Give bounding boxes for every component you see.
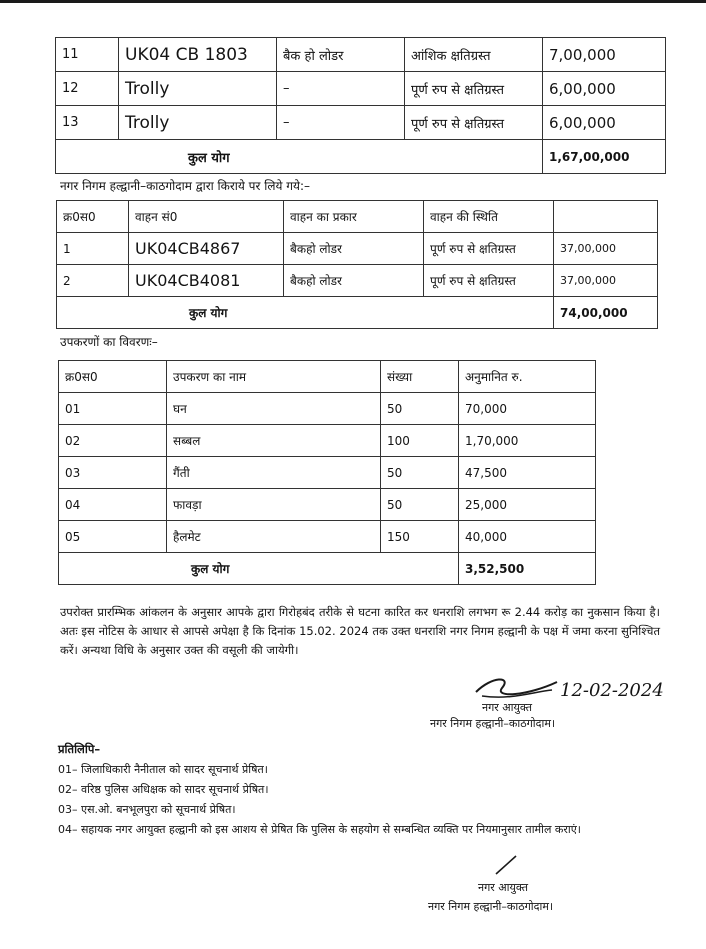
name-cell: घन: [167, 393, 381, 425]
total-row: [57, 297, 658, 329]
qty-cell: 100: [381, 425, 459, 457]
header-amount: [554, 201, 658, 233]
notice-paragraph: उपरोक्त प्रारम्भिक आंकलन के अनुसार आपके द्वारा गिरोहबंद तरीके से घटना कारित कर धनराशि लगभग रू 2.44 करोड़ का नुकसान किया है। अतः इस नोटिस के आधार से आपसे अपेक्षा है कि दिनांक 15.02. 2024 तक उक्त धनराशि नगर निगम हल्द्वानी के पक्ष में जमा करना सुनिश्चित करें। अन्यथा विधि के अनुसार उक्त की वसूली की जायेगी।: [60, 605, 660, 657]
table-row: [59, 457, 596, 489]
qty-cell: 50: [381, 457, 459, 489]
qty-cell: 50: [381, 489, 459, 521]
vehicle-cell: UK04 CB 1803: [119, 38, 277, 72]
amount-cell: 6,00,000: [543, 72, 666, 106]
copy-heading: प्रतिलिपि–: [58, 742, 101, 756]
table-row: [56, 106, 666, 140]
amount-cell: 7,00,000: [543, 38, 666, 72]
serial-cell: 2: [57, 265, 129, 297]
status-cell: पूर्ण रुप से क्षतिग्रस्त: [405, 72, 543, 106]
total-row: [59, 553, 596, 585]
est-cell: 40,000: [459, 521, 596, 553]
header-status: वाहन की स्थिति: [424, 201, 554, 233]
name-cell: फावड़ा: [167, 489, 381, 521]
total-label: कुल योग: [56, 140, 543, 174]
amount-cell: 37,00,000: [554, 233, 658, 265]
table-row: [59, 425, 596, 457]
qty-cell: 50: [381, 393, 459, 425]
header-sno: क्र0स0: [57, 201, 129, 233]
copy-line-2: 02– वरिष्ठ पुलिस अधिक्षक को सादर सूचनार्थ प्रेषित।: [58, 783, 269, 796]
total-amount: 3,52,500: [459, 553, 596, 585]
est-cell: 1,70,000: [459, 425, 596, 457]
header-row: [57, 201, 658, 233]
serial-cell: 04: [59, 489, 167, 521]
total-amount: 1,67,00,000: [543, 140, 666, 174]
total-row: [56, 140, 666, 174]
initial-mark: [494, 852, 520, 876]
type-cell: –: [277, 106, 405, 140]
name-cell: हैलमेट: [167, 521, 381, 553]
vehicle-cell: Trolly: [119, 72, 277, 106]
table-row: [57, 265, 658, 297]
hired-vehicles-heading: नगर निगम हल्द्वानी–काठगोदाम द्वारा किराये पर लिये गये:–: [60, 179, 310, 193]
status-cell: पूर्ण रुप से क्षतिग्रस्त: [424, 265, 554, 297]
copy-line-1: 01– जिलाधिकारी नैनीताल को सादर सूचनार्थ प्रेषित।: [58, 763, 268, 776]
serial-cell: 05: [59, 521, 167, 553]
page-top-edge: [0, 0, 706, 3]
table-row: [59, 521, 596, 553]
amount-cell: 37,00,000: [554, 265, 658, 297]
type-cell: बैकहो लोडर: [284, 233, 424, 265]
header-qty: संख्या: [381, 361, 459, 393]
header-vehicle: वाहन सं0: [129, 201, 284, 233]
table-row: [56, 72, 666, 106]
status-cell: आंशिक क्षतिग्रस्त: [405, 38, 543, 72]
total-label: कुल योग: [57, 297, 554, 329]
serial-cell: 02: [59, 425, 167, 457]
header-est: अनुमानित रु.: [459, 361, 596, 393]
table-row: [59, 489, 596, 521]
type-cell: बैकहो लोडर: [284, 265, 424, 297]
copy-line-3: 03– एस.ओ. बनभूलपुरा को सूचनार्थ प्रेषित।: [58, 803, 236, 816]
header-row: [59, 361, 596, 393]
est-cell: 25,000: [459, 489, 596, 521]
status-cell: पूर्ण रुप से क्षतिग्रस्त: [405, 106, 543, 140]
vehicle-cell: UK04CB4081: [129, 265, 284, 297]
header-sno: क्र0स0: [59, 361, 167, 393]
signature2-office: नगर निगम हल्द्वानी–काठगोदाम।: [428, 900, 554, 913]
est-cell: 47,500: [459, 457, 596, 489]
qty-cell: 150: [381, 521, 459, 553]
serial-cell: 11: [56, 38, 119, 72]
equipment-heading: उपकरणों का विवरणः–: [60, 335, 158, 349]
amount-cell: 6,00,000: [543, 106, 666, 140]
signature-designation: नगर आयुक्त: [482, 701, 533, 714]
signature-office: नगर निगम हल्द्वानी–काठगोदाम।: [430, 717, 556, 730]
table-row: [56, 38, 666, 72]
serial-cell: 03: [59, 457, 167, 489]
type-cell: –: [277, 72, 405, 106]
status-cell: पूर्ण रुप से क्षतिग्रस्त: [424, 233, 554, 265]
signature2-designation: नगर आयुक्त: [478, 881, 529, 894]
serial-cell: 12: [56, 72, 119, 106]
serial-cell: 1: [57, 233, 129, 265]
serial-cell: 13: [56, 106, 119, 140]
serial-cell: 01: [59, 393, 167, 425]
copy-line-4: 04– सहायक नगर आयुक्त हल्द्वानी को इस आशय से प्रेषित कि पुलिस के सहयोग से सम्बन्धित व्यक्ति पर नियमानुसार तामील कराएं।: [58, 823, 581, 836]
total-label: कुल योग: [59, 553, 459, 585]
owned-vehicles-table: [55, 37, 666, 174]
header-type: वाहन का प्रकार: [284, 201, 424, 233]
hired-vehicles-table: [56, 200, 658, 329]
total-amount: 74,00,000: [554, 297, 658, 329]
name-cell: गैंती: [167, 457, 381, 489]
signature-scrawl: [472, 672, 562, 702]
name-cell: सब्बल: [167, 425, 381, 457]
table-row: [57, 233, 658, 265]
vehicle-cell: Trolly: [119, 106, 277, 140]
equipment-table: [58, 360, 596, 585]
header-name: उपकरण का नाम: [167, 361, 381, 393]
type-cell: बैक हो लोडर: [277, 38, 405, 72]
vehicle-cell: UK04CB4867: [129, 233, 284, 265]
table-row: [59, 393, 596, 425]
est-cell: 70,000: [459, 393, 596, 425]
signature-date: 12-02-2024: [560, 680, 664, 701]
